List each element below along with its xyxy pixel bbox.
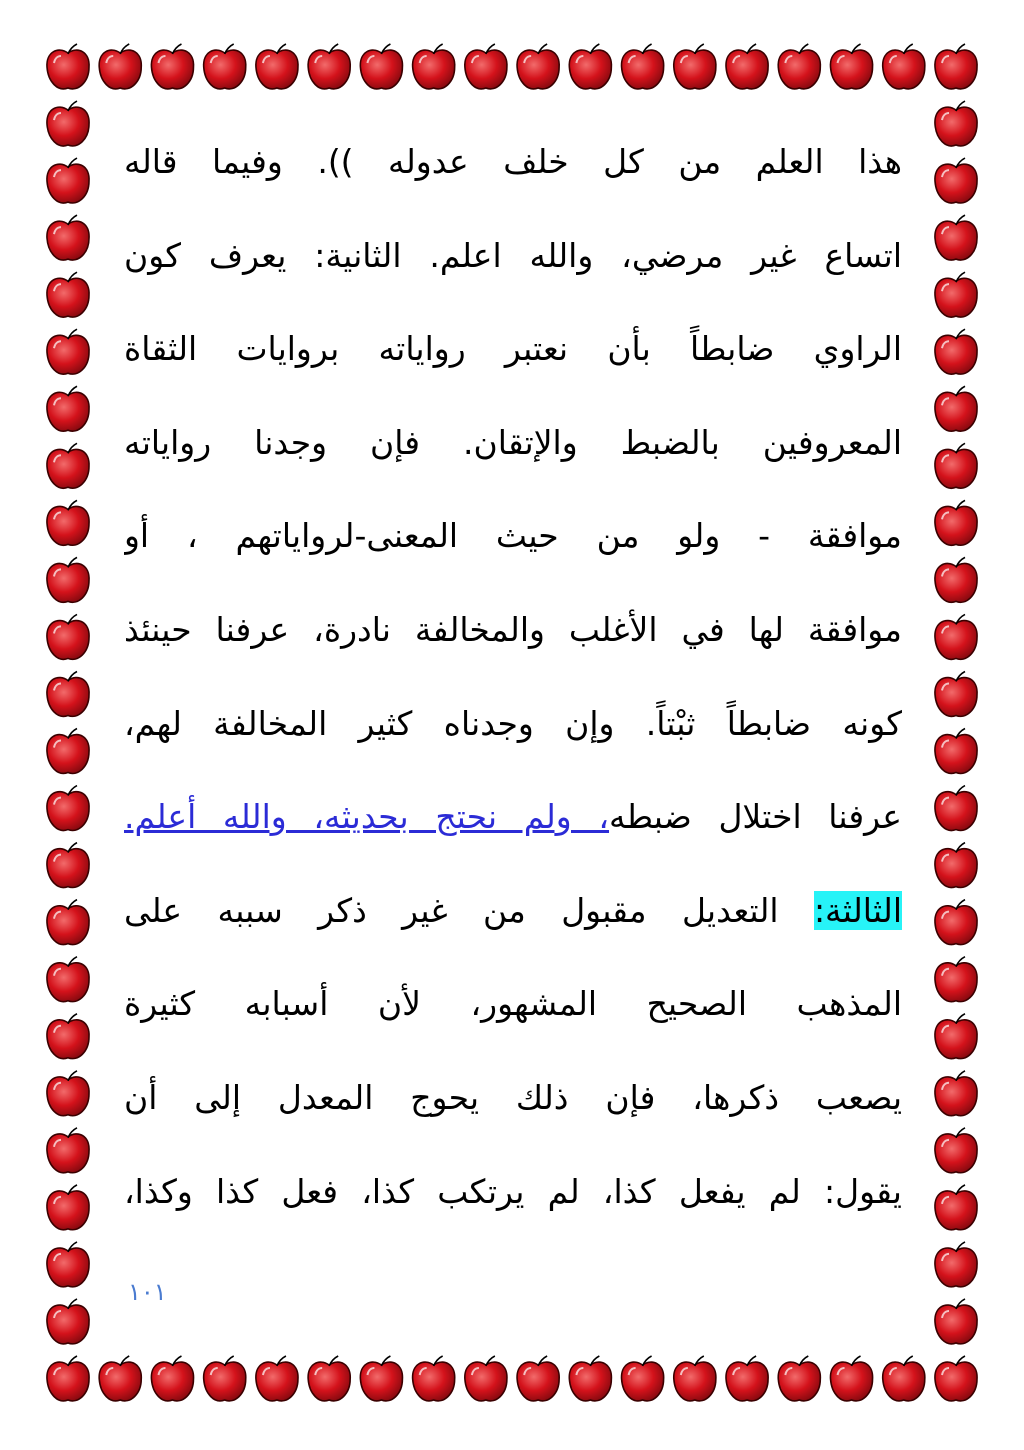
apple-icon	[935, 557, 977, 602]
apple-icon	[204, 1356, 246, 1401]
apple-icon	[308, 1356, 350, 1401]
apple-icon	[935, 215, 977, 260]
apple-icon	[47, 215, 89, 260]
hyperlink-text[interactable]: ، ولم نحتج بحديثه، والله أعلم.	[124, 797, 610, 837]
apple-icon	[778, 44, 820, 89]
apple-icon	[830, 1356, 872, 1401]
apple-icon	[622, 1356, 664, 1401]
apple-icon	[151, 44, 193, 89]
apple-icon	[674, 1356, 716, 1401]
apple-icon	[569, 1356, 611, 1401]
apple-icon	[935, 500, 977, 545]
apple-icon	[935, 44, 977, 89]
text-line-1: هذا العلم من كل خلف عدوله )). وفيما قاله	[124, 142, 902, 181]
apple-icon	[47, 614, 89, 659]
apple-icon	[935, 1242, 977, 1287]
apple-icon	[47, 44, 89, 89]
text-line-5: موافقة - ولو من حيث المعنى-لرواياتهم ، أو	[124, 516, 902, 556]
text-line-12: يقول: لم يفعل كذا، لم يرتكب كذا، فعل كذا وكذا،	[124, 1171, 902, 1211]
apple-icon	[935, 272, 977, 317]
apple-icon	[47, 329, 89, 374]
apple-icon	[935, 158, 977, 203]
apple-icon	[47, 900, 89, 945]
apple-icon	[47, 557, 89, 602]
apple-icon	[151, 1356, 193, 1401]
apple-icon	[47, 443, 89, 488]
apple-icon	[465, 1356, 507, 1401]
text-line-8	[124, 782, 902, 876]
apple-icon	[47, 671, 89, 716]
apple-icon	[778, 1356, 820, 1401]
apple-icon	[569, 44, 611, 89]
apple-icon	[204, 44, 246, 89]
apple-icon	[99, 1356, 141, 1401]
apple-icon	[47, 786, 89, 831]
text-line-7: كونه ضابطاً ثبْتاً. وإن وجدناه كثير المخالفة لهم،	[124, 703, 902, 743]
text-line-10: المذهب الصحيح المشهور، لأن أسبابه كثيرة	[124, 984, 902, 1024]
apple-icon	[47, 272, 89, 317]
page-number: ١٠١	[128, 1278, 167, 1306]
text-line-4: المعروفين بالضبط والإتقان. فإن وجدنا رواياته	[124, 422, 902, 462]
page-text	[124, 127, 902, 1250]
apple-icon	[935, 1185, 977, 1230]
apple-icon	[935, 101, 977, 146]
apple-icon	[47, 500, 89, 545]
apple-icon	[883, 1356, 925, 1401]
apple-icon	[935, 329, 977, 374]
apple-icon	[47, 957, 89, 1002]
apple-icon	[935, 1356, 977, 1401]
apple-icon	[47, 1356, 89, 1401]
apple-icon	[47, 1128, 89, 1173]
apple-icon	[935, 729, 977, 774]
text-line-2: اتساع غير مرضي، والله اعلم. الثانية: يعرف كون	[124, 235, 902, 275]
apple-icon	[256, 1356, 298, 1401]
apple-icon	[360, 1356, 402, 1401]
apple-icon	[47, 1242, 89, 1287]
apple-icon	[413, 44, 455, 89]
text-line-9	[124, 876, 902, 970]
apple-icon	[935, 957, 977, 1002]
apple-icon	[935, 786, 977, 831]
apple-icon	[935, 1071, 977, 1116]
apple-icon	[413, 1356, 455, 1401]
apple-icon	[935, 1128, 977, 1173]
apple-icon	[47, 1071, 89, 1116]
apple-icon	[935, 1299, 977, 1344]
apple-icon	[935, 614, 977, 659]
apple-icon	[465, 44, 507, 89]
apple-icon	[47, 729, 89, 774]
highlighted-heading: الثالثة:	[813, 890, 902, 930]
apple-icon	[256, 44, 298, 89]
text-line-3: الراوي ضابطاً بأن نعتبر رواياته بروايات الثقاة	[124, 329, 902, 369]
apple-icon	[47, 101, 89, 146]
apple-icon	[935, 443, 977, 488]
apple-icon	[935, 1014, 977, 1059]
apple-icon	[726, 1356, 768, 1401]
apple-icon	[47, 1185, 89, 1230]
apple-icon	[935, 843, 977, 888]
apple-icon	[47, 843, 89, 888]
apple-icon	[935, 671, 977, 716]
apple-icon	[47, 1014, 89, 1059]
apple-icon	[935, 386, 977, 431]
apple-icon	[726, 44, 768, 89]
apple-icon	[517, 44, 559, 89]
apple-icon	[883, 44, 925, 89]
apple-icon	[47, 158, 89, 203]
apple-icon	[622, 44, 664, 89]
text-line-11: يصعب ذكرها، فإن ذلك يحوج المعدل إلى أن	[124, 1077, 902, 1117]
apple-icon	[935, 900, 977, 945]
apple-icon	[47, 386, 89, 431]
apple-icon	[830, 44, 872, 89]
apple-icon	[360, 44, 402, 89]
apple-icon	[674, 44, 716, 89]
line9-text: التعديل مقبول من غير ذكر سببه على	[124, 890, 814, 930]
apple-icon	[308, 44, 350, 89]
apple-icon	[517, 1356, 559, 1401]
apple-icon	[99, 44, 141, 89]
text-line-6: موافقة لها في الأغلب والمخالفة نادرة، عرفنا حينئذ	[124, 609, 902, 649]
apple-icon	[47, 1299, 89, 1344]
line8-text: عرفنا اختلال ضبطه	[609, 797, 902, 837]
